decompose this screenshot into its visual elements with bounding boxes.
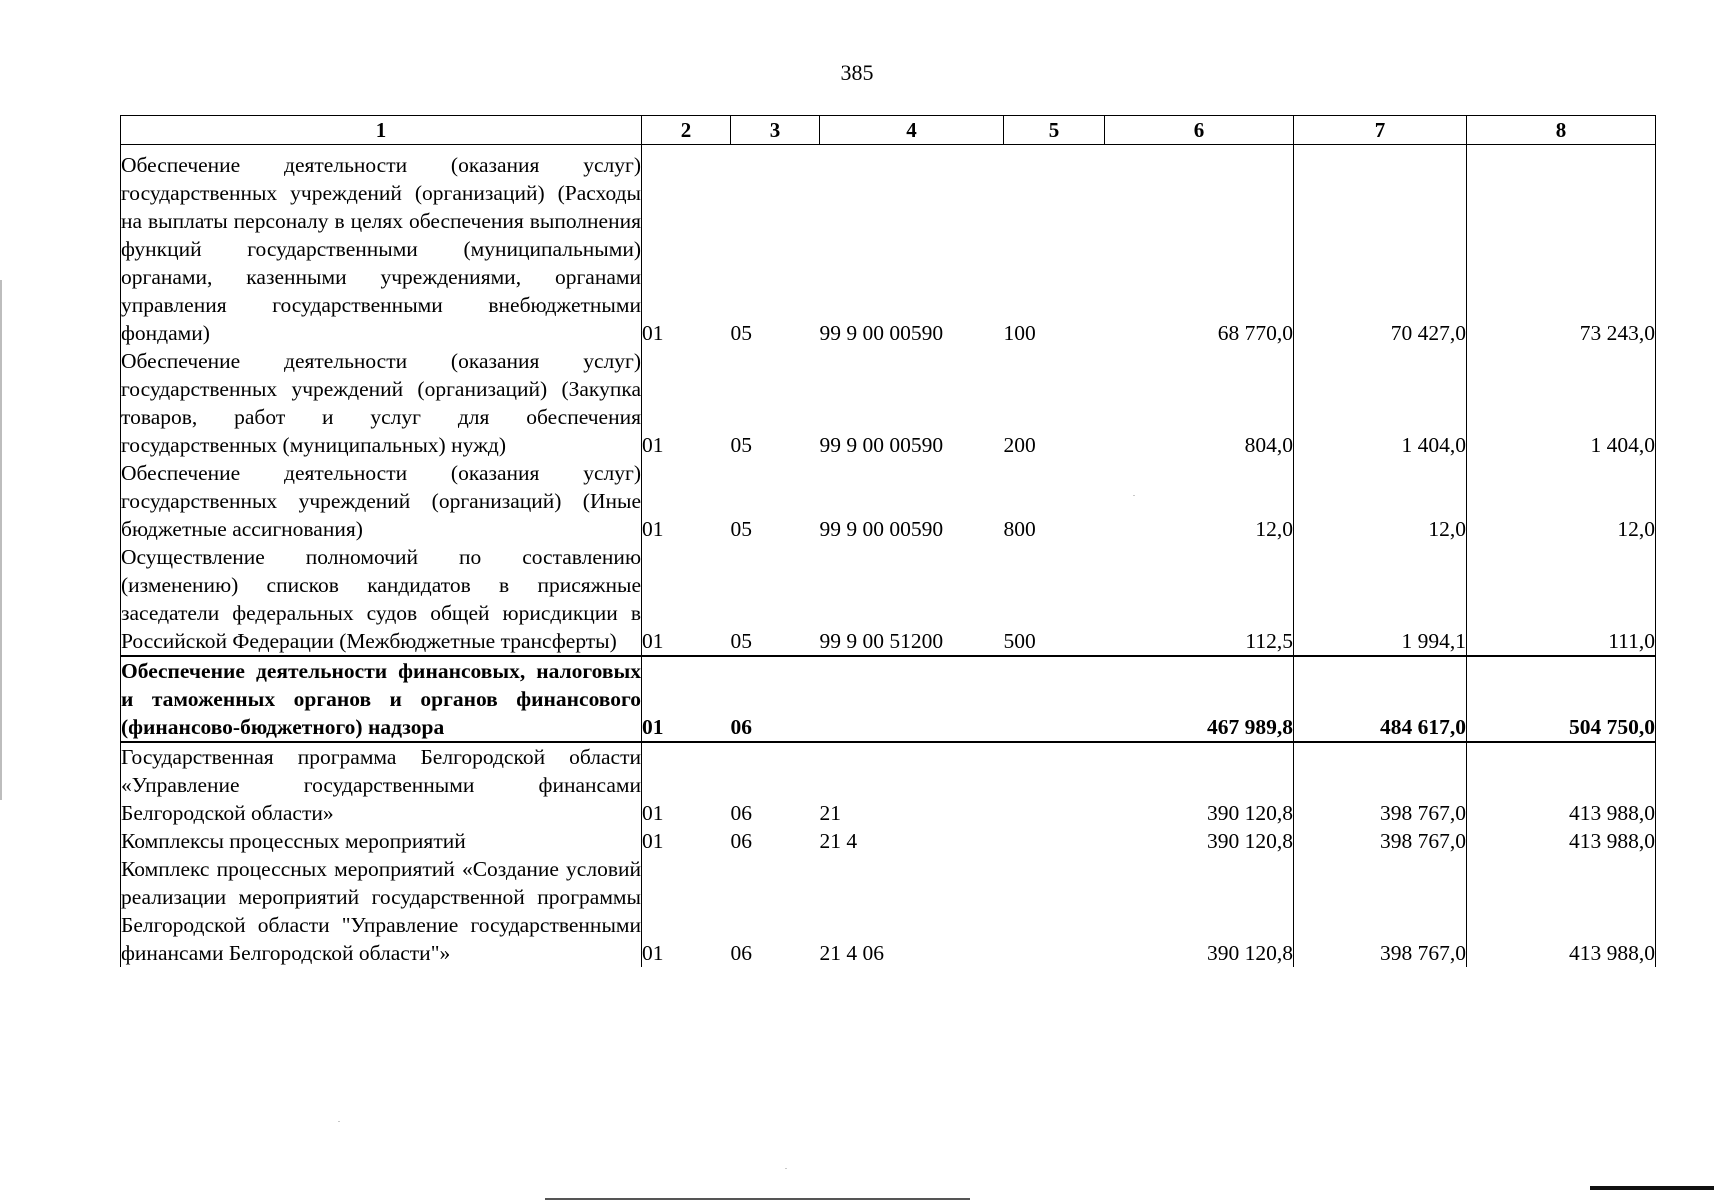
- row-name: Комплексы процессных мероприятий: [121, 827, 642, 855]
- row-name: Государственная программа Белгородской области «Управление государственными финансами Белгородской области»: [121, 742, 642, 827]
- scan-speck: [338, 1121, 340, 1122]
- cell-target-article: [820, 656, 1004, 742]
- cell-subsection: 06: [730, 941, 752, 965]
- cell-subsection: 06: [730, 829, 752, 853]
- table-row-total: [121, 656, 1656, 742]
- cell-amount-8: 504 750,0: [1467, 656, 1656, 742]
- cell-section: 01: [642, 543, 731, 656]
- cell-target-article: 99 9 00 00590: [819, 517, 944, 541]
- column-header: 1: [121, 116, 642, 145]
- cell-amount-6: 467 989,8: [1105, 656, 1294, 742]
- column-header: 4: [820, 116, 1004, 145]
- cell-expense-type: [1004, 827, 1105, 855]
- cell-amount-7: 398 767,0: [1294, 855, 1467, 967]
- cell-section: 01: [642, 827, 731, 855]
- cell-amount-6: 68 770,0: [1217, 321, 1293, 345]
- row-name: Осуществление полномочий по составлению (изменению) списков кандидатов в присяжные заседатели федеральных судов общей юрисдикции в Российской Федерации (Межбюджетные трансферты): [121, 543, 642, 656]
- cell-amount-8: 12,0: [1467, 459, 1656, 543]
- cell-amount-7: 12,0: [1294, 459, 1467, 543]
- table-row: [121, 543, 1656, 656]
- cell-subsection: 05: [730, 629, 752, 653]
- cell-amount-7: 1 994,1: [1294, 543, 1467, 656]
- table-row: [121, 827, 1656, 855]
- column-header: 2: [642, 116, 731, 145]
- cell-target-article: 21: [819, 801, 841, 825]
- table-row: [121, 459, 1656, 543]
- table-row: [121, 742, 1656, 827]
- table-row: [121, 347, 1656, 459]
- column-header: 8: [1467, 116, 1656, 145]
- cell-subsection: 05: [730, 321, 752, 345]
- row-name: Обеспечение деятельности финансовых, налоговых и таможенных органов и органов финансового (финансово-бюджетного) надзора: [121, 656, 642, 742]
- cell-expense-type: [1004, 855, 1105, 967]
- column-header: 7: [1294, 116, 1467, 145]
- cell-target-article: 99 9 00 51200: [819, 629, 944, 653]
- cell-section: 01: [642, 145, 731, 348]
- cell-expense-type: [1004, 742, 1105, 827]
- cell-amount-6: 12,0: [1255, 517, 1293, 541]
- column-header: 6: [1105, 116, 1294, 145]
- table-header-row: [121, 116, 1656, 145]
- cell-subsection: 06: [730, 801, 752, 825]
- cell-amount-8: 413 988,0: [1467, 855, 1656, 967]
- cell-expense-type: 800: [1003, 517, 1036, 541]
- cell-amount-6: 112,5: [1245, 629, 1293, 653]
- cell-amount-6: 390 120,8: [1207, 801, 1293, 825]
- cell-section: 01: [642, 459, 731, 543]
- cell-target-article: 21 4: [819, 829, 858, 853]
- row-name: Обеспечение деятельности (оказания услуг) государственных учреждений (организаций) (Закупка товаров, работ и услуг для обеспечения государственных (муниципальных) нужд): [121, 349, 641, 457]
- cell-subsection: 05: [730, 517, 752, 541]
- table-row: [121, 145, 1656, 348]
- cell-amount-8: 413 988,0: [1467, 742, 1656, 827]
- cell-target-article: 21 4 06: [819, 941, 884, 965]
- cell-subsection: 05: [730, 433, 752, 457]
- cell-expense-type: [1004, 656, 1105, 742]
- cell-section: 01: [642, 656, 731, 742]
- column-header: 3: [731, 116, 820, 145]
- cell-amount-7: 398 767,0: [1294, 742, 1467, 827]
- cell-section: 01: [642, 855, 731, 967]
- scan-speck: [785, 1168, 787, 1169]
- cell-section: 01: [642, 347, 731, 459]
- cell-expense-type: 100: [1003, 321, 1036, 345]
- cell-amount-8: 111,0: [1467, 543, 1656, 656]
- cell-amount-7: 484 617,0: [1294, 656, 1467, 742]
- row-name: Обеспечение деятельности (оказания услуг) государственных учреждений (организаций) (Иные бюджетные ассигнования): [121, 461, 641, 541]
- cell-amount-6: 390 120,8: [1207, 941, 1293, 965]
- cell-amount-7: 398 767,0: [1294, 827, 1467, 855]
- cell-amount-7: 1 404,0: [1294, 347, 1467, 459]
- cell-target-article: 99 9 00 00590: [819, 321, 944, 345]
- cell-amount-8: 413 988,0: [1467, 827, 1656, 855]
- table-row: [121, 855, 1656, 967]
- cell-target-article: 99 9 00 00590: [819, 433, 944, 457]
- cell-amount-6: 804,0: [1244, 433, 1293, 457]
- cell-expense-type: 200: [1003, 433, 1036, 457]
- cell-amount-6: 390 120,8: [1207, 829, 1293, 853]
- cell-amount-8: 1 404,0: [1467, 347, 1656, 459]
- cell-subsection: 06: [731, 656, 820, 742]
- cell-amount-8: 73 243,0: [1467, 145, 1656, 348]
- scan-edge-line: [0, 280, 2, 800]
- row-name: Обеспечение деятельности (оказания услуг) государственных учреждений (организаций) (Расходы на выплаты персоналу в целях обеспечения выполнения функций государственными (муниципальными) органами, казенными учреждениями, органами управления государственными внебюджетными фондами): [121, 145, 642, 348]
- cell-expense-type: 500: [1003, 629, 1036, 653]
- cell-section: 01: [642, 742, 731, 827]
- budget-table: [120, 115, 1656, 967]
- column-header: 5: [1004, 116, 1105, 145]
- scan-bottom-right-line: [1590, 1186, 1714, 1190]
- row-name: Комплекс процессных мероприятий «Создание условий реализации мероприятий государственной программы Белгородской области "Управление государственными финансами Белгородской области"»: [121, 857, 641, 965]
- page-number: 385: [840, 60, 874, 85]
- cell-amount-7: 70 427,0: [1294, 145, 1467, 348]
